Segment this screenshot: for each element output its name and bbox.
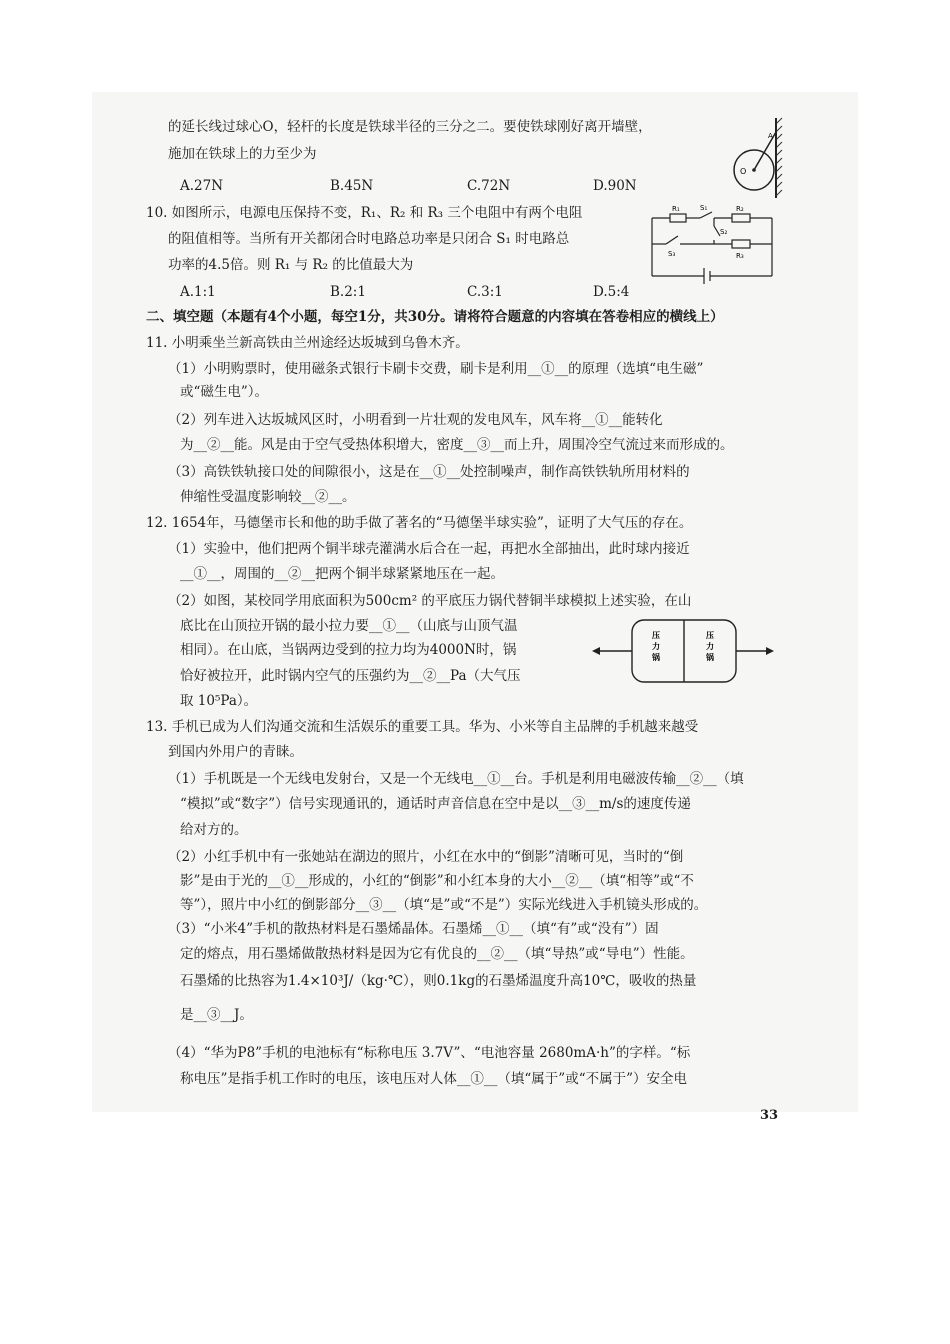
q10-circuit-figure — [648, 200, 778, 284]
q13-part4-a: （4）“华为P8”手机的电池标有“标称电压 3.7V”、“电池容量 2680mA·h”的字样。“标 — [168, 1045, 691, 1061]
q13-part1-c: 给对方的。 — [180, 822, 248, 838]
q12-part1-a: （1）实验中，他们把两个铜半球壳灌满水后合在一起，再把水全部抽出，此时球内接近 — [168, 541, 690, 557]
page-number: 33 — [760, 1108, 779, 1123]
q13-part1-a: （1）手机既是一个无线电发射台，又是一个无线电__①__台。手机是利用电磁波传输__②__（填 — [168, 771, 744, 787]
q9-option-d: D.90N — [593, 178, 637, 194]
q10-label-r3: R₃ — [736, 252, 744, 260]
q12-fig-right-2: 力 — [706, 642, 714, 651]
q12-fig-left-2: 力 — [652, 642, 660, 651]
q10-option-d: D.5:4 — [593, 284, 630, 300]
q10-line1: 10. 如图所示，电源电压保持不变，R₁、R₂ 和 R₃ 三个电阻中有两个电阻 — [146, 205, 583, 221]
q9-line1: 的延长线过球心O，轻杆的长度是铁球半径的三分之二。要使铁球刚好离开墙壁， — [168, 119, 652, 135]
q13-part3-b: 定的熔点，用石墨烯做散热材料是因为它有优良的__②__（填“导热”或“导电”）性能。 — [180, 946, 694, 962]
q9-ball-wall-figure — [722, 118, 786, 198]
section2-heading: 二、填空题（本题有4个小题，每空1分，共30分。请将符合题意的内容填在答卷相应的横线上） — [146, 309, 724, 325]
q13-part3-a: （3）“小米4”手机的散热材料是石墨烯晶体。石墨烯__①__（填“有”或“没有”）固 — [168, 921, 659, 937]
q11-part1-b: 或“磁生电”）。 — [180, 384, 269, 400]
q12-part2-d: 恰好被拉开，此时锅内空气的压强约为__②__Pa（大气压 — [180, 668, 521, 684]
q10-label-r1: R₁ — [672, 205, 680, 213]
q9-figure-label-o: O — [740, 167, 747, 176]
q13-stem-1: 13. 手机已成为人们沟通交流和生活娱乐的重要工具。华为、小米等自主品牌的手机越来越受 — [146, 719, 699, 735]
q9-option-b: B.45N — [330, 178, 374, 194]
q10-line3: 功率的4.5倍。则 R₁ 与 R₂ 的比值最大为 — [168, 257, 414, 273]
q10-option-c: C.3:1 — [467, 284, 503, 300]
q12-part2-e: 取 10⁵Pa）。 — [180, 693, 258, 709]
q10-label-s2: S₂ — [720, 228, 728, 236]
q11-part1-a: （1）小明购票时，使用磁条式银行卡刷卡交费，刷卡是利用__①__的原理（选填“电生磁” — [168, 361, 704, 377]
q12-stem: 12. 1654年，马德堡市长和他的助手做了著名的“马德堡半球实验”，证明了大气压的存在。 — [146, 515, 693, 531]
q9-figure-label-a: A — [768, 132, 773, 140]
q10-label-r2: R₂ — [736, 205, 744, 213]
q11-part2-a: （2）列车进入达坂城风区时，小明看到一片壮观的发电风车，风车将__①__能转化 — [168, 412, 663, 428]
q13-part2-b: 影”是由于光的__①__形成的，小红的“倒影”和小红本身的大小__②__（填“相等”或“不 — [180, 873, 694, 889]
q9-option-c: C.72N — [467, 178, 511, 194]
q12-fig-right-3: 锅 — [706, 653, 714, 662]
q11-stem: 11. 小明乘坐兰新高铁由兰州途经达坂城到乌鲁木齐。 — [146, 335, 469, 351]
q10-label-s3: S₃ — [668, 250, 676, 258]
q12-fig-left-3: 锅 — [652, 653, 660, 662]
q12-part2-c: 相同）。在山底，当锅两边受到的拉力均为4000N时，锅 — [180, 642, 517, 658]
q13-part4-b: 称电压”是指手机工作时的电压，该电压对人体__①__（填“属于”或“不属于”）安全电 — [180, 1071, 688, 1087]
q13-part3-d: 是__③__J。 — [180, 1007, 253, 1023]
q13-part3-c: 石墨烯的比热容为1.4×10³J/（kg·℃），则0.1kg的石墨烯温度升高10℃，吸收的热量 — [180, 973, 697, 989]
q10-label-s1: S₁ — [700, 204, 708, 212]
q9-option-a: A.27N — [180, 178, 224, 194]
q13-stem-2: 到国内外用户的青睐。 — [168, 744, 303, 760]
q12-fig-right-1: 压 — [706, 631, 714, 640]
q11-part3-b: 伸缩性受温度影响较__②__。 — [180, 489, 356, 505]
q11-part2-b: 为__②__能。风是由于空气受热体积增大，密度__③__而上升，周围冷空气流过来而形成的。 — [180, 437, 734, 453]
q12-part2-a: （2）如图，某校同学用底面积为500cm² 的平底压力锅代替铜半球模拟上述实验，在山 — [168, 593, 692, 609]
q13-part1-b: “模拟”或“数字”）信号实现通讯的，通话时声音信息在空中是以__③__m/s的速度传递 — [180, 796, 691, 812]
q13-part2-c: 等”），照片中小红的倒影部分__③__（填“是”或“不是”）实际光线进入手机镜头形成的。 — [180, 897, 708, 913]
q13-part2-a: （2）小红手机中有一张她站在湖边的照片，小红在水中的“倒影”清晰可见，当时的“倒 — [168, 849, 684, 865]
q12-pressure-cooker-figure — [588, 612, 778, 692]
q10-option-a: A.1:1 — [180, 284, 216, 300]
q12-part2-b: 底比在山顶拉开锅的最小拉力要__①__（山底与山顶气温 — [180, 618, 518, 634]
q11-part3-a: （3）高铁铁轨接口处的间隙很小，这是在__①__处控制噪声，制作高铁铁轨所用材料的 — [168, 464, 690, 480]
q9-line2: 施加在铁球上的力至少为 — [168, 146, 317, 162]
q10-option-b: B.2:1 — [330, 284, 366, 300]
q12-part1-b: __①__，周围的__②__把两个铜半球紧紧地压在一起。 — [180, 566, 504, 582]
q10-line2: 的阻值相等。当所有开关都闭合时电路总功率是只闭合 S₁ 时电路总 — [168, 231, 570, 247]
q12-fig-left-1: 压 — [652, 631, 660, 640]
